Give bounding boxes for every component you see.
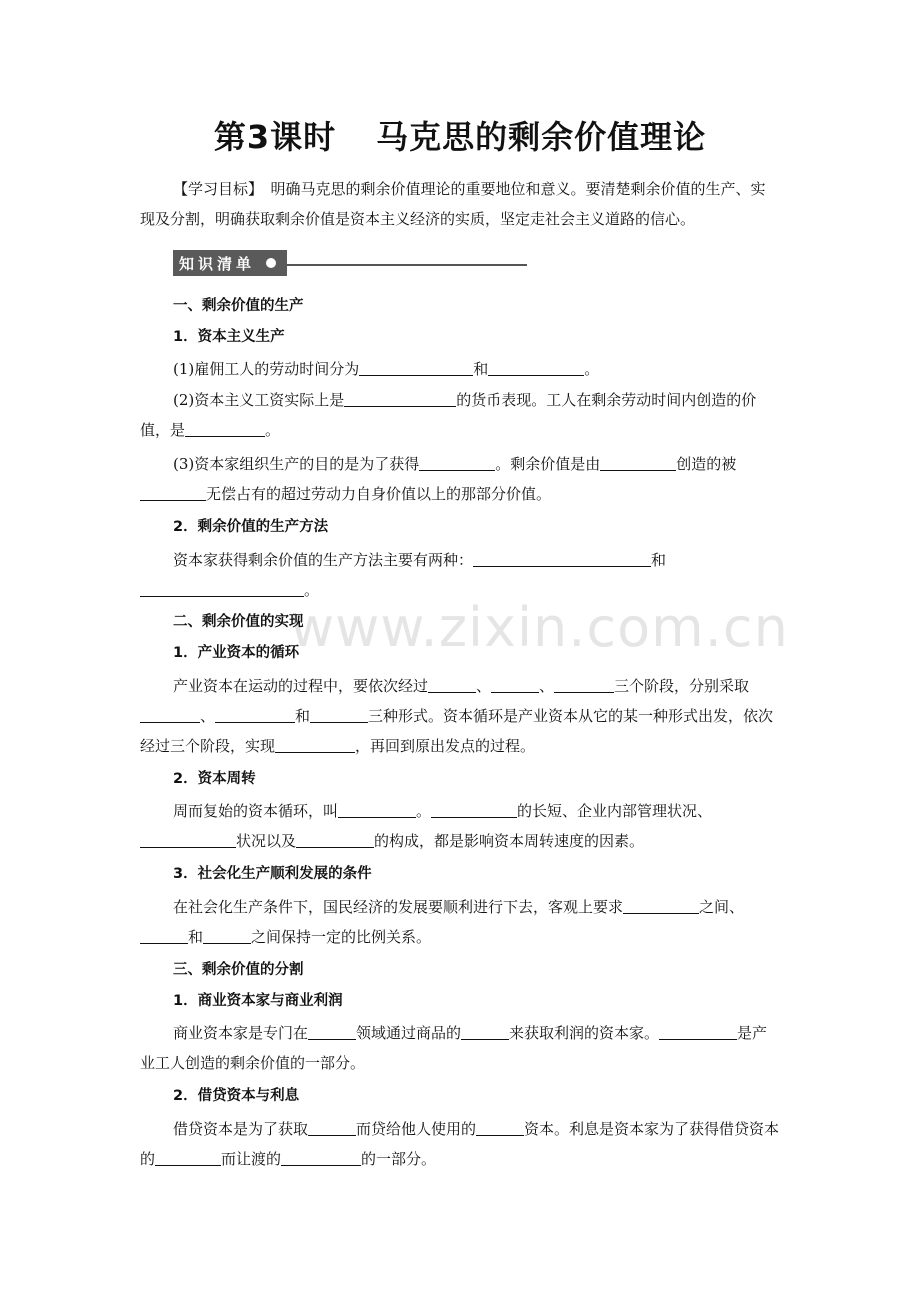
fill-blank[interactable] [140, 706, 200, 723]
section-heading-3: 三、剩余价值的分割 [173, 962, 304, 978]
fill-blank[interactable] [431, 801, 517, 818]
lesson-topic: 马克思的剩余价值理论 [376, 118, 707, 156]
fill-blank[interactable] [155, 1149, 221, 1166]
fill-blank[interactable] [185, 420, 265, 437]
subsection-heading-2-3: 3．社会化生产顺利发展的条件 [173, 866, 372, 882]
watermark: www.zixin.com.cn [290, 596, 789, 659]
subsection-heading-3-2: 2．借贷资本与利息 [173, 1088, 300, 1104]
banner-label: 知识清单 [179, 255, 256, 273]
paragraph-1-1-3: (3)资本家组织生产的目的是为了获得 。剩余价值是由 创造的被无偿占有的超过劳动力自身价值以上的那部分价值。 [140, 449, 780, 509]
fill-blank[interactable] [473, 550, 651, 567]
fill-blank[interactable] [554, 676, 614, 693]
fill-blank[interactable] [491, 676, 539, 693]
fill-blank[interactable] [344, 390, 456, 407]
fill-blank[interactable] [140, 927, 188, 944]
fill-blank[interactable] [310, 706, 368, 723]
paragraph-3-1: 商业资本家是专门在 领域通过商品的 来获取利润的资本家。 是产业工人创造的剩余价值的一部分。 [140, 1024, 768, 1072]
section-heading-2: 二、剩余价值的实现 [173, 614, 304, 630]
learning-objectives [140, 174, 780, 234]
paragraph-2-3: 在社会化生产条件下，国民经济的发展要顺利进行下去，客观上要求 之间、和 之间保持一定的比例关系。 [140, 892, 780, 952]
fill-blank[interactable] [488, 359, 584, 376]
fill-blank[interactable] [275, 736, 355, 753]
paragraph-1-1-1: (1)雇佣工人的劳动时间分为 和 。 [173, 360, 600, 378]
objectives-text: 明确马克思的剩余价值理论的重要地位和意义。要清楚剩余价值的生产、实现及分割，明确获取剩余价值是资本主义经济的实质，坚定走社会主义道路的信心。 [140, 180, 766, 228]
fill-blank[interactable] [296, 831, 374, 848]
fill-blank[interactable] [600, 454, 676, 471]
fill-blank[interactable] [419, 454, 495, 471]
fill-blank[interactable] [203, 927, 251, 944]
paragraph-3-2: 借贷资本是为了获取 而贷给他人使用的 资本。利息是资本家为了获得借贷资本的 而让渡的 的一部分。 [140, 1120, 780, 1168]
objectives-label: 【学习目标】 [173, 180, 256, 198]
fill-blank[interactable] [338, 801, 416, 818]
paragraph-2-2: 周而复始的资本循环，叫 。 的长短、企业内部管理状况、状况以及 的构成，都是影响资本周转速度的因素。 [140, 796, 780, 856]
section-heading-1: 一、剩余价值的生产 [173, 298, 304, 314]
paragraph-2-1: 产业资本在运动的过程中，要依次经过 、 、 三个阶段，分别采取、 和 三种形式。资本循环是产业资本从它的某一种形式出发，依次经过三个阶段，实现 ，再回到原出发点的过程。 [140, 677, 774, 755]
fill-blank[interactable] [623, 897, 699, 914]
fill-blank[interactable] [140, 484, 206, 501]
paragraph-1-2: 资本家获得剩余价值的生产方法主要有两种： 和。 [140, 545, 780, 605]
fill-blank[interactable] [215, 706, 295, 723]
fill-blank[interactable] [428, 676, 476, 693]
lesson-number: 第3课时 [213, 118, 337, 156]
fill-blank[interactable] [659, 1023, 737, 1040]
subsection-heading-1-2: 2．剩余价值的生产方法 [173, 519, 329, 535]
fill-blank[interactable] [461, 1023, 509, 1040]
page-title [0, 112, 920, 158]
bullet-dot-icon [266, 258, 276, 268]
subsection-heading-2-2: 2．资本周转 [173, 771, 256, 787]
fill-blank[interactable] [140, 580, 304, 597]
subsection-heading-3-1: 1．商业资本家与商业利润 [173, 993, 343, 1009]
fill-blank[interactable] [281, 1149, 361, 1166]
fill-blank[interactable] [476, 1119, 524, 1136]
fill-blank[interactable] [140, 831, 236, 848]
subsection-heading-2-1: 1．产业资本的循环 [173, 645, 300, 661]
fill-blank[interactable] [308, 1119, 356, 1136]
banner-divider [287, 264, 527, 266]
subsection-heading-1-1: 1．资本主义生产 [173, 329, 285, 345]
paragraph-1-1-2: (2)资本主义工资实际上是 的货币表现。工人在剩余劳动时间内创造的价值，是 。 [140, 391, 757, 439]
knowledge-list-banner [173, 250, 527, 276]
fill-blank[interactable] [359, 359, 473, 376]
fill-blank[interactable] [308, 1023, 356, 1040]
